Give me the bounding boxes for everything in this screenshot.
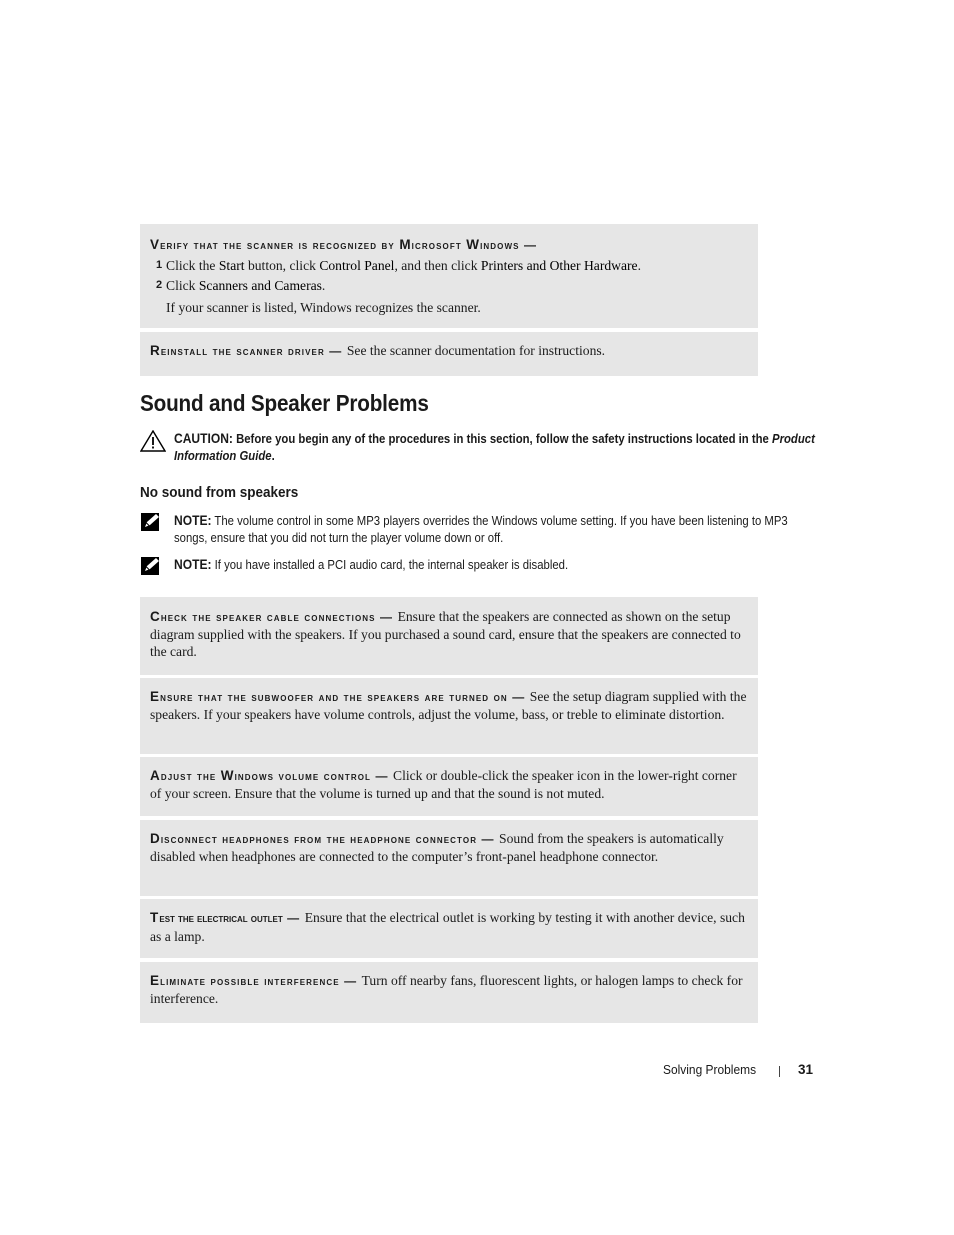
item-disconnect-headphones: Disconnect headphones from the headphone connector — Sound from the speakers is automatically disabled when headphones are connected to the computer’s front-panel headphone connector. xyxy=(140,820,758,896)
page-number: 31 xyxy=(798,1062,814,1077)
item-ensure-power: Ensure that the subwoofer and the speakers are turned on — See the setup diagram supplied with the speakers. If your speakers have volume controls, adjust the volume, bass, or treble to eliminate distortion. xyxy=(140,678,758,754)
item-eliminate-interference: Eliminate possible interference — Turn off nearby fans, fluorescent lights, or halogen lamps to check for interference. xyxy=(140,962,758,1023)
footer-section-name: Solving Problems xyxy=(663,1062,757,1077)
pencil-note-icon xyxy=(140,512,162,537)
verify-result-text: If your scanner is listed, Windows recognizes the scanner. xyxy=(166,299,481,315)
reinstall-driver-box: Reinstall the scanner driver — See the scanner documentation for instructions. xyxy=(140,332,758,376)
section-subtitle: No sound from speakers xyxy=(140,484,299,501)
note-pci-audio: NOTE: If you have installed a PCI audio card, the internal speaker is disabled. xyxy=(140,556,820,574)
item-adjust-volume: Adjust the Windows volume control — Click or double-click the speaker icon in the lower-right corner of your screen. Ensure that the volume is turned up and that the sound is not muted. xyxy=(140,757,758,816)
item-test-outlet: Test the electrical outlet — Ensure that the electrical outlet is working by testing it with another device, such as a lamp. xyxy=(140,899,758,958)
caution-notice: CAUTION: Before you begin any of the procedures in this section, follow the safety instructions located in the Product Information Guide. xyxy=(140,430,820,465)
step-2: 2 Click Scanners and Cameras. xyxy=(156,278,326,294)
step-1: 1 Click the Start button, click Control Panel, and then click Printers and Other Hardware. xyxy=(156,258,641,274)
verify-scanner-box xyxy=(140,224,758,328)
verify-scanner-heading: Verify that the scanner is recognized by Microsoft Windows — xyxy=(150,237,538,252)
warning-triangle-icon xyxy=(140,430,166,457)
note-mp3: NOTE: The volume control in some MP3 players overrides the Windows volume setting. If you have been listening to MP3 songs, ensure that you did not turn the player volume down or off. xyxy=(140,512,820,547)
page-title: Sound and Speaker Problems xyxy=(140,390,429,416)
pencil-note-icon xyxy=(140,556,162,581)
item-check-cable: Check the speaker cable connections — Ensure that the speakers are connected as shown on the setup diagram supplied with the speakers. If you purchased a sound card, ensure that the speakers are connected to the card. xyxy=(140,597,758,675)
footer-divider xyxy=(779,1066,780,1077)
